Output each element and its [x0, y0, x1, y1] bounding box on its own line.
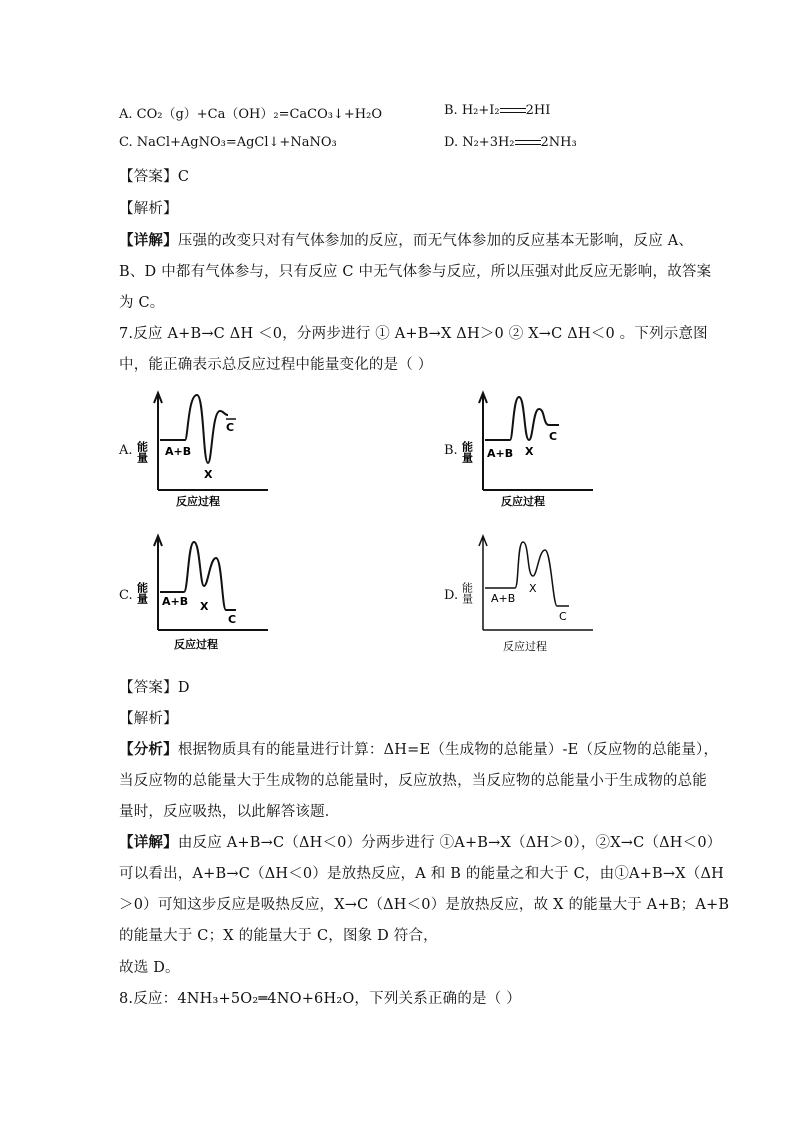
q6-detail-line-3: 为 C。	[119, 295, 165, 311]
q7-analysis-tag: 【解析】	[119, 711, 178, 727]
graph-b-reactant-label: A+B	[487, 447, 514, 460]
graph-a-product-label: C	[226, 421, 235, 434]
graph-a-y-label: 能量	[135, 441, 149, 463]
q7-answer: 【答案】D	[119, 680, 190, 696]
graph-d-product-label: C	[559, 610, 567, 623]
q7-detail-line-5: 故选 D。	[119, 960, 180, 976]
graph-c-reactant-label: A+B	[162, 595, 189, 608]
graph-b-option-label: B.	[444, 443, 458, 458]
graph-c-y-label: 能量	[135, 582, 149, 604]
option-c: C. NaCl+AgNO₃=AgCl↓+NaNO₃	[119, 135, 337, 150]
option-a: A. CO₂（g）+Ca（OH）₂=CaCO₃↓+H₂O	[119, 107, 382, 122]
graph-c-intermediate-label: X	[200, 600, 209, 613]
equilibrium-arrow-icon	[515, 138, 541, 148]
q7-stem-line-2: 中，能正确表示总反应过程中能量变化的是（ ）	[119, 357, 433, 373]
q6-detail-line-2: B、D 中都有气体参与，只有反应 C 中无气体参与反应，所以压强对此反应无影响，故答案	[119, 264, 712, 280]
q7-detail-line-4: 的能量大于 C；X 的能量大于 C，图象 D 符合，	[119, 928, 438, 944]
graph-c	[135, 530, 280, 655]
graph-c-option-label: C.	[119, 588, 133, 603]
equilibrium-arrow-icon	[500, 106, 526, 116]
q7-analyze-line-1: 【分析】根据物质具有的能量进行计算：ΔH=E（生成物的总能量）-E（反应物的总能量），	[119, 741, 719, 758]
graph-d-option-label: D.	[444, 588, 459, 603]
q7-detail-line-3: ＞0）可知这步反应是吸热反应，X→C（ΔH＜0）是放热反应，故 X 的能量大于 A+B；A+B	[119, 897, 730, 913]
option-d: D. N₂+3H₂ 2NH₃	[444, 135, 577, 150]
graph-a-intermediate-label: X	[204, 468, 213, 481]
graph-a-option-label: A.	[119, 443, 133, 458]
graph-a-x-label: 反应过程	[176, 495, 220, 508]
q6-answer: 【答案】C	[119, 169, 190, 185]
q7-stem-line-1: 7.反应 A+B→C ΔH ＜0，分两步进行 ① A+B→X ΔH＞0 ② X→C ΔH＜0 。下列示意图	[119, 326, 708, 342]
q7-analyze-line-3: 量时，反应吸热，以此解答该题．	[119, 804, 340, 820]
q6-analysis-tag: 【解析】	[119, 201, 178, 217]
graph-b	[460, 385, 605, 510]
graph-b-x-label: 反应过程	[501, 495, 545, 508]
graph-d-reactant-label: A+B	[491, 592, 516, 605]
graph-a-reactant-label: A+B	[165, 445, 192, 458]
q7-detail-line-2: 可以看出，A+B→C（ΔH＜0）是放热反应，A 和 B 的能量之和大于 C，由①A+B→X（ΔH	[119, 866, 724, 882]
graph-d-y-label: 能量	[460, 582, 474, 604]
q7-analyze-line-2: 当反应物的总能量大于生成物的总能量时，反应放热，当反应物的总能量小于生成物的总能	[119, 773, 707, 789]
q8-stem: 8.反应：4NH₃+5O₂═4NO+6H₂O，下列关系正确的是（ ）	[119, 991, 521, 1007]
q6-detail-line-1: 【详解】压强的改变只对有气体参加的反应，而无气体参加的反应基本无影响，反应 A、	[119, 232, 694, 249]
option-b: B. H₂+I₂ 2HI	[444, 103, 551, 118]
graph-d-intermediate-label: X	[529, 582, 537, 595]
graph-d-x-label: 反应过程	[503, 640, 547, 653]
graph-b-product-label: C	[549, 430, 558, 443]
graph-b-y-label: 能量	[460, 441, 474, 463]
graph-c-x-label: 反应过程	[174, 638, 218, 651]
graph-a	[135, 385, 280, 510]
q7-detail-line-1: 【详解】由反应 A+B→C（ΔH＜0）分两步进行 ①A+B→X（ΔH＞0），②X→C（ΔH＜0）	[119, 834, 722, 851]
graph-c-product-label: C	[228, 613, 237, 626]
graph-d	[460, 530, 605, 655]
graph-b-intermediate-label: X	[525, 445, 534, 458]
